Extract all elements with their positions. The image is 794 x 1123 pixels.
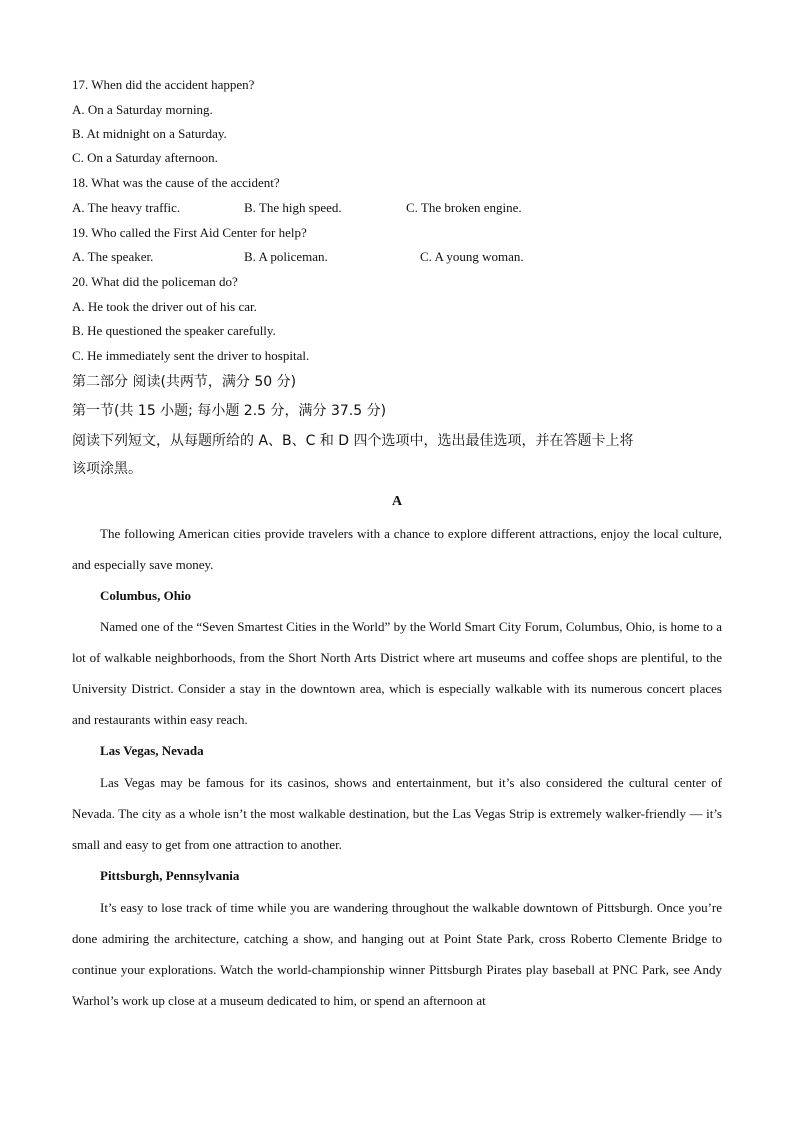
city-paragraph-columbus [72, 611, 722, 735]
q20-option-a: A. He took the driver out of his car. [72, 299, 257, 314]
q20-option-c: C. He immediately sent the driver to hospital. [72, 348, 310, 363]
q18-option-c: C. The broken engine. [406, 200, 522, 215]
city-text-pittsburgh: It’s easy to lose track of time while you are wandering throughout the walkable downtown of Pittsburgh. Once you’re done admiring the architecture, catching a show, and hanging out at Point State Park, cross Roberto Clemente Bridge to continue your explorations. Watch the world-championship winner Pittsburgh Pirates play baseball at PNC Park, see Andy Warhol’s work up close at a museum dedicated to him, or spend an afternoon at [72, 900, 722, 1008]
section-one-heading: 第一节(共 15 小题; 每小题 2.5 分，满分 37.5 分) [72, 403, 387, 419]
question-19: 19. Who called the First Aid Center for help? [72, 225, 307, 240]
instruction-line-1: 阅读下列短文，从每题所给的 A、B、C 和 D 四个选项中，选出最佳选项，并在答题卡上将 [72, 433, 634, 449]
city-heading-las-vegas: Las Vegas, Nevada [100, 743, 204, 758]
q18-option-b: B. The high speed. [244, 200, 342, 215]
passage-intro [72, 518, 722, 580]
question-20: 20. What did the policeman do? [72, 274, 238, 289]
q18-option-a: A. The heavy traffic. [72, 200, 181, 215]
q19-option-a: A. The speaker. [72, 249, 154, 264]
q19-option-c: C. A young woman. [420, 249, 524, 264]
q17-option-a: A. On a Saturday morning. [72, 102, 213, 117]
city-paragraph-pittsburgh [72, 892, 722, 1016]
instruction-line-2: 该项涂黑。 [72, 461, 142, 477]
city-paragraph-las-vegas [72, 767, 722, 860]
part-two-heading: 第二部分 阅读(共两节，满分 50 分) [72, 374, 297, 390]
passage-letter: A [391, 494, 403, 509]
question-18: 18. What was the cause of the accident? [72, 175, 280, 190]
q17-option-b: B. At midnight on a Saturday. [72, 126, 227, 141]
passage-intro-text: The following American cities provide travelers with a chance to explore different attractions, enjoy the local culture, and especially save money. [72, 526, 722, 572]
city-heading-pittsburgh: Pittsburgh, Pennsylvania [100, 868, 240, 883]
city-text-las-vegas: Las Vegas may be famous for its casinos, shows and entertainment, but it’s also considered the cultural center of Nevada. The city as a whole isn’t the most walkable destination, but the Las Vegas Strip is extremely walker-friendly — it’s small and easy to get from one attraction to another. [72, 775, 722, 852]
city-heading-columbus: Columbus, Ohio [100, 588, 192, 603]
q17-option-c: C. On a Saturday afternoon. [72, 150, 218, 165]
city-text-columbus: Named one of the “Seven Smartest Cities in the World” by the World Smart City Forum, Columbus, Ohio, is home to a lot of walkable neighborhoods, from the Short North Arts District where art museums and coffee shops are plentiful, to the University District. Consider a stay in the downtown area, which is especially walkable with its numerous concert places and restaurants within easy reach. [72, 619, 722, 727]
q19-option-b: B. A policeman. [244, 249, 328, 264]
q20-option-b: B. He questioned the speaker carefully. [72, 323, 276, 338]
question-17: 17. When did the accident happen? [72, 77, 255, 92]
